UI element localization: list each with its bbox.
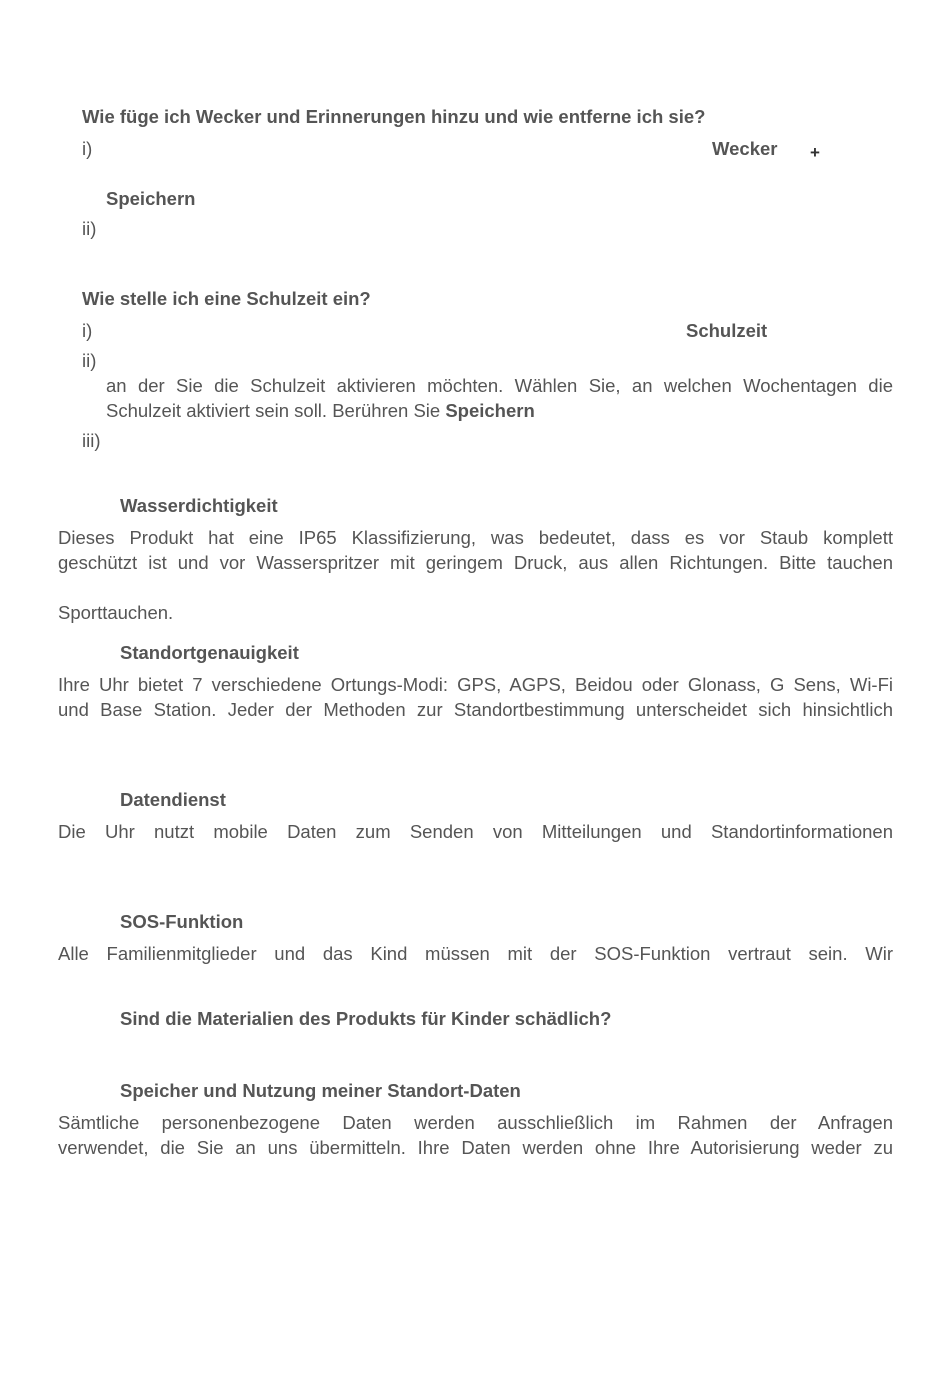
plus-icon: + xyxy=(810,143,820,162)
waterproof-line: Dieses Produkt hat eine IP65 Klassifizierung, was bedeutet, dass es vor Staub komplett xyxy=(58,527,893,548)
materials-heading: Sind die Materialien des Produkts für Kinder schädlich? xyxy=(120,1008,612,1029)
location-line: Ihre Uhr bietet 7 verschiedene Ortungs-Modi: GPS, AGPS, Beidou oder Glonass, G Sens, Wi-Fi xyxy=(58,674,893,695)
location-heading: Standortgenauigkeit xyxy=(120,642,299,663)
speichern-label: Speichern xyxy=(445,400,535,421)
list-marker: ii) xyxy=(82,350,97,371)
alarms-heading: Wie füge ich Wecker und Erinnerungen hinzu und wie entferne ich sie? xyxy=(82,106,706,127)
speichern-label: Speichern xyxy=(106,188,196,209)
schooltime-line: an der Sie die Schulzeit aktivieren möchten. Wählen Sie, an welchen Wochentagen die xyxy=(106,375,893,396)
waterproof-line: Sporttauchen. xyxy=(58,602,174,623)
list-marker: ii) xyxy=(82,218,97,239)
sos-line: Alle Familienmitglieder und das Kind müssen mit der SOS-Funktion vertraut sein. Wir xyxy=(58,943,893,964)
privacy-heading: Speicher und Nutzung meiner Standort-Daten xyxy=(120,1080,521,1101)
schooltime-line: Schulzeit aktiviert sein soll. Berühren Sie Speichern xyxy=(106,400,535,421)
wecker-label: Wecker xyxy=(712,138,778,159)
list-marker: i) xyxy=(82,320,93,341)
schulzeit-label: Schulzeit xyxy=(686,320,768,341)
waterproof-line: geschützt ist und vor Wasserspritzer mit geringem Druck, aus allen Richtungen. Bitte tauchen xyxy=(58,552,893,573)
list-marker: i) xyxy=(82,138,93,159)
dataservice-heading: Datendienst xyxy=(120,789,226,810)
privacy-line: Sämtliche personenbezogene Daten werden ausschließlich im Rahmen der Anfragen xyxy=(58,1112,893,1133)
sos-heading: SOS-Funktion xyxy=(120,911,244,932)
waterproof-heading: Wasserdichtigkeit xyxy=(120,495,278,516)
list-marker: iii) xyxy=(82,430,101,451)
privacy-line: verwendet, die Sie an uns übermitteln. Ihre Daten werden ohne Ihre Autorisierung weder zu xyxy=(58,1137,893,1158)
schooltime-heading: Wie stelle ich eine Schulzeit ein? xyxy=(82,288,371,309)
location-line: und Base Station. Jeder der Methoden zur Standortbestimmung unterscheidet sich hinsichtlich xyxy=(58,699,893,720)
dataservice-line: Die Uhr nutzt mobile Daten zum Senden von Mitteilungen und Standortinformationen xyxy=(58,821,893,842)
